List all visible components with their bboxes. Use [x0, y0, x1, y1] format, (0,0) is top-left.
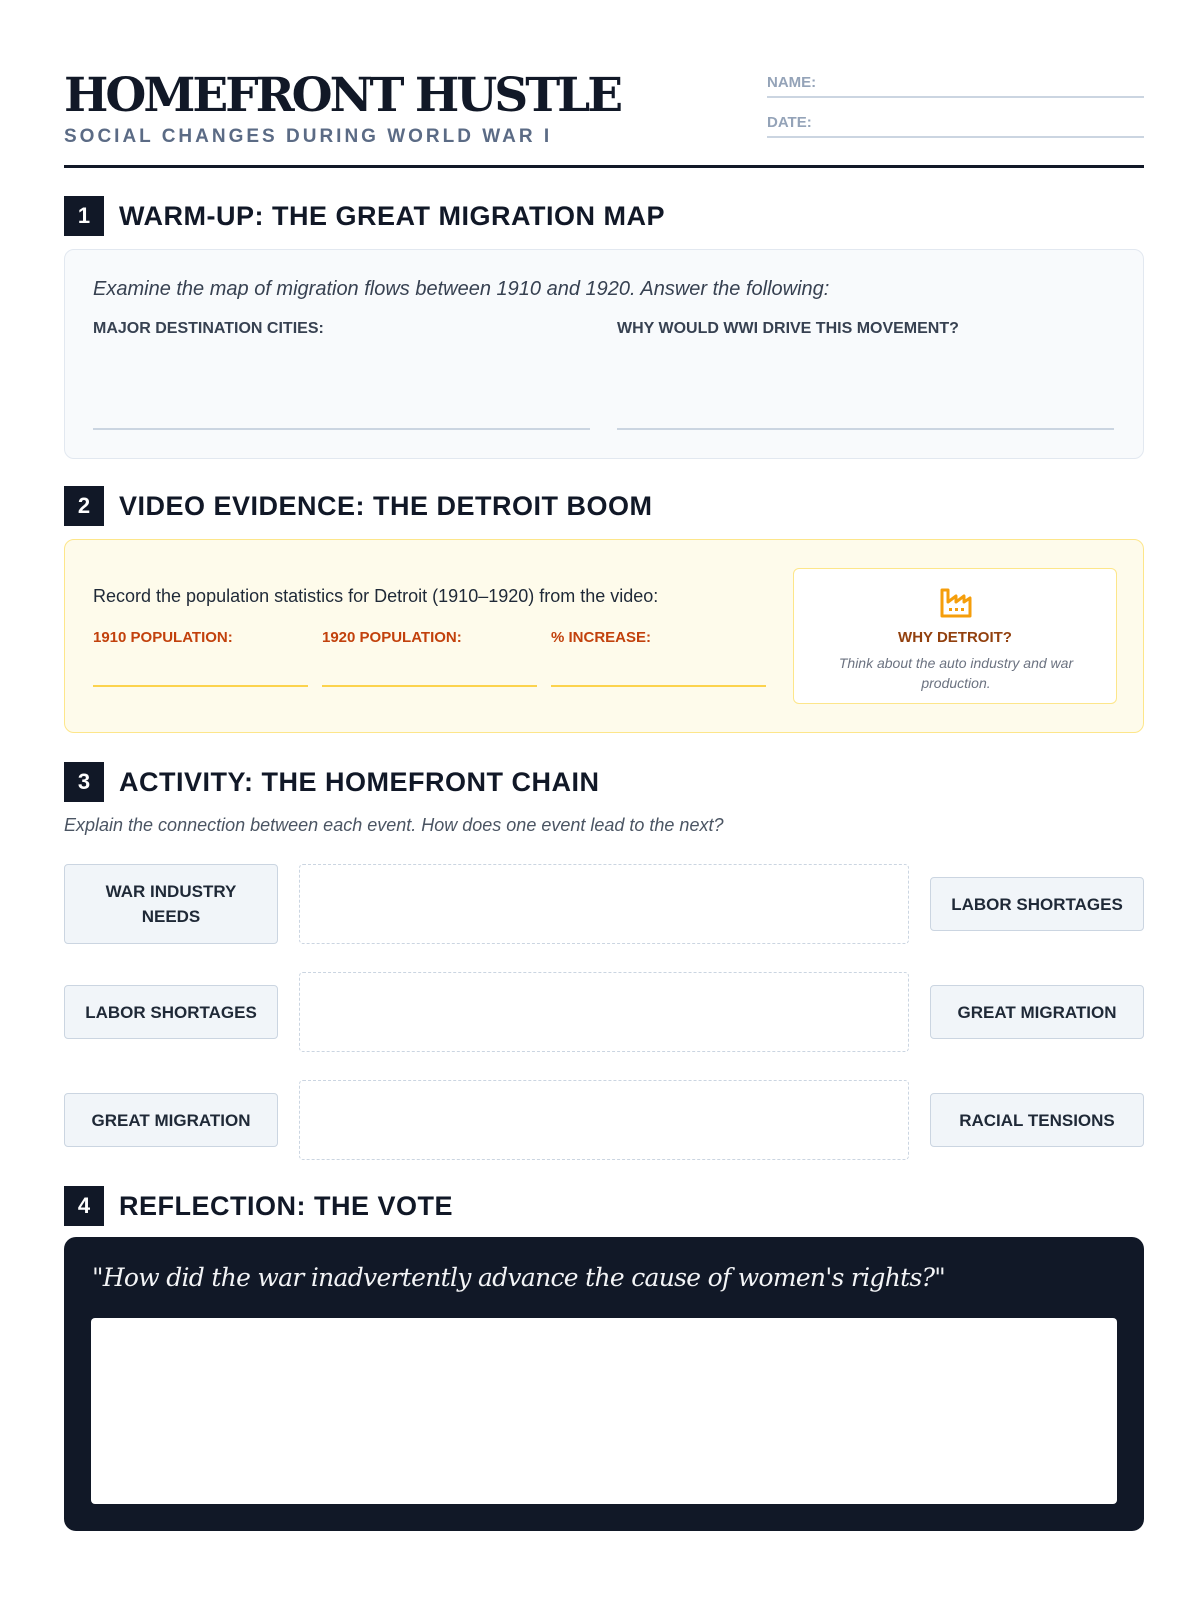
chain-connection-box-1[interactable]	[299, 864, 909, 944]
section-title: ACTIVITY: THE HOMEFRONT CHAIN	[119, 767, 600, 797]
worksheet-page	[64, 0, 1144, 1600]
chain-effect-1: LABOR SHORTAGES	[930, 877, 1144, 931]
population-1920-label: 1920 POPULATION:	[322, 629, 462, 646]
wwi-drive-answer-line[interactable]	[617, 428, 1114, 430]
migration-map-box	[64, 249, 1144, 459]
section-2-heading	[64, 486, 1144, 526]
reflection-prompt: "How did the war inadvertently advance the cause of women's rights?"	[92, 1263, 946, 1292]
chain-cause-1: WAR INDUSTRY NEEDS	[64, 864, 278, 944]
section-title: VIDEO EVIDENCE: THE DETROIT BOOM	[119, 491, 653, 521]
name-field[interactable]	[767, 68, 1144, 98]
chain-connection-box-2[interactable]	[299, 972, 909, 1052]
worksheet-title: HOMEFRONT HUSTLE	[64, 68, 621, 123]
name-label: NAME:	[767, 74, 817, 91]
chain-effect-2: GREAT MIGRATION	[930, 985, 1144, 1039]
chain-cause-3: GREAT MIGRATION	[64, 1093, 278, 1147]
population-1920-answer-line[interactable]	[322, 685, 537, 687]
chain-cause-2: LABOR SHORTAGES	[64, 985, 278, 1039]
section-instructions: Examine the map of migration flows between 1910 and 1920. Answer the following:	[93, 278, 830, 300]
wwi-drive-label: WHY WOULD WWI DRIVE THIS MOVEMENT?	[617, 320, 959, 337]
chain-effect-3: RACIAL TENSIONS	[930, 1093, 1144, 1147]
factory-icon	[938, 585, 974, 621]
reflection-box	[64, 1237, 1144, 1531]
section-1-heading	[64, 196, 1144, 236]
section-number: 3	[64, 762, 104, 802]
date-label: DATE:	[767, 114, 812, 131]
section-4-heading	[64, 1186, 1144, 1226]
section-instructions: Record the population statistics for Detroit (1910–1920) from the video:	[93, 586, 659, 606]
section-title: WARM-UP: THE GREAT MIGRATION MAP	[119, 201, 665, 231]
section-number: 4	[64, 1186, 104, 1226]
destination-cities-answer-line[interactable]	[93, 428, 590, 430]
section-number: 1	[64, 196, 104, 236]
section-title: REFLECTION: THE VOTE	[119, 1191, 453, 1221]
percent-increase-label: % INCREASE:	[551, 629, 652, 646]
detroit-boom-box	[64, 539, 1144, 733]
population-1910-label: 1910 POPULATION:	[93, 629, 233, 646]
section-instructions: Explain the connection between each event. How does one event lead to the next?	[64, 815, 724, 835]
worksheet-subtitle: SOCIAL CHANGES DURING WORLD WAR I	[64, 126, 553, 147]
percent-increase-answer-line[interactable]	[551, 685, 766, 687]
chain-connection-box-3[interactable]	[299, 1080, 909, 1160]
population-1910-answer-line[interactable]	[93, 685, 308, 687]
tip-text: Think about the auto industry and war production.	[838, 655, 1074, 691]
tip-title: WHY DETROIT?	[898, 629, 1012, 646]
section-3-heading	[64, 762, 1144, 802]
date-field[interactable]	[767, 108, 1144, 138]
section-number: 2	[64, 486, 104, 526]
reflection-answer-area[interactable]	[91, 1318, 1117, 1504]
why-detroit-tip	[793, 568, 1117, 704]
worksheet-header	[64, 60, 1144, 168]
destination-cities-label: MAJOR DESTINATION CITIES:	[93, 320, 324, 337]
